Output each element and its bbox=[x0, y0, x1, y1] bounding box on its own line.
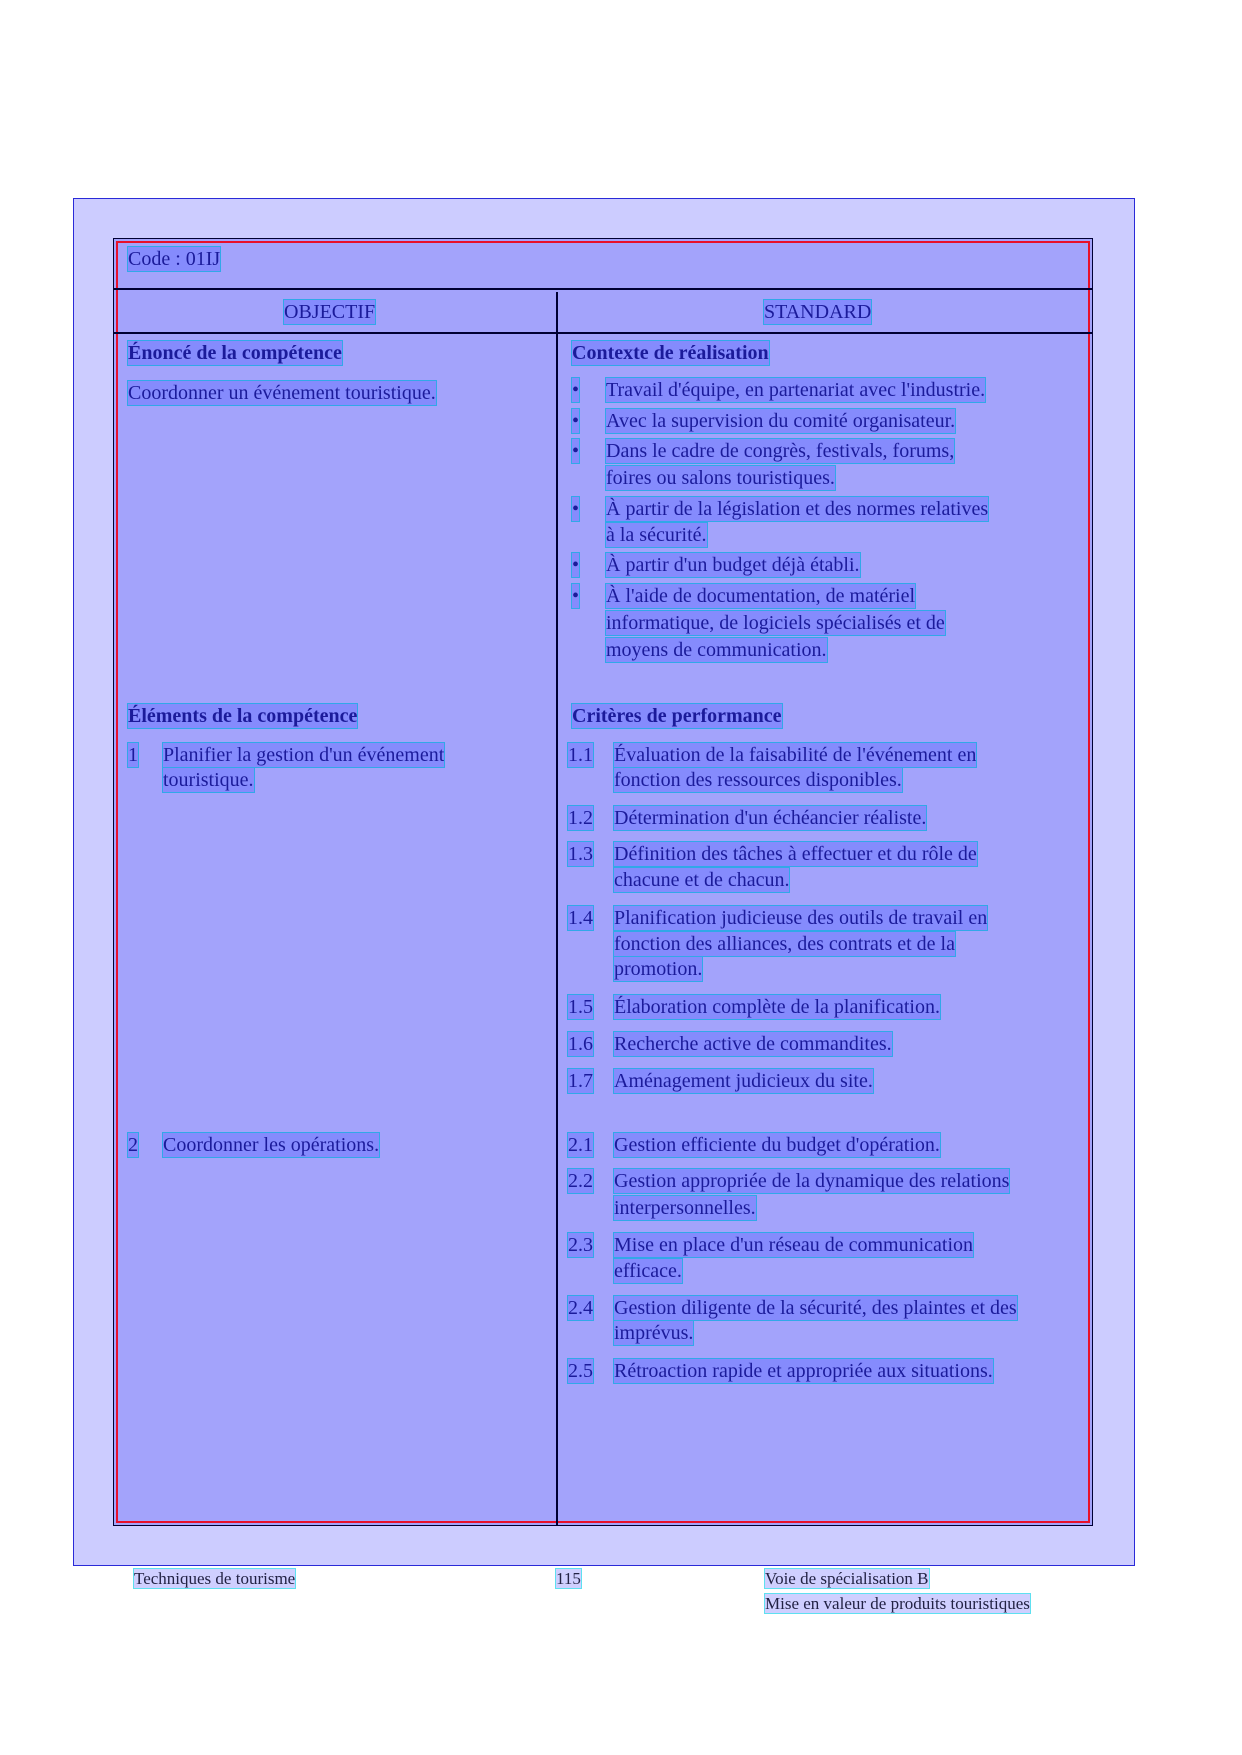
critere-number: 2.4 bbox=[568, 1297, 593, 1319]
bullet-icon: • bbox=[572, 554, 580, 576]
enonce-text: Coordonner un événement touristique. bbox=[128, 382, 436, 404]
footer-specialisation: Voie de spécialisation B bbox=[765, 1569, 929, 1588]
critere-number: 1.3 bbox=[568, 843, 593, 865]
contexte-item-3-line1: Dans le cadre de congrès, festivals, forums, bbox=[606, 440, 955, 462]
critere-number: 2.5 bbox=[568, 1360, 593, 1382]
critere-number: 1.1 bbox=[568, 744, 593, 766]
criteres-title: Critères de performance bbox=[572, 705, 782, 727]
critere-number: 1.4 bbox=[568, 907, 593, 929]
critere-1-3-line1: Définition des tâches à effectuer et du rôle de bbox=[614, 843, 977, 865]
bullet-icon: • bbox=[572, 440, 580, 462]
code-label: Code : 01IJ bbox=[128, 248, 221, 270]
critere-number: 1.2 bbox=[568, 807, 593, 829]
critere-number: 1.7 bbox=[568, 1070, 593, 1092]
bullet-icon: • bbox=[572, 379, 580, 401]
header-divider-bottom bbox=[113, 332, 1093, 334]
critere-2-2-line2: interpersonnelles. bbox=[614, 1197, 756, 1219]
bullet-icon: • bbox=[572, 498, 580, 520]
critere-1-4-line2: fonction des alliances, des contrats et de la bbox=[614, 933, 955, 955]
element-number: 2 bbox=[128, 1134, 138, 1156]
contexte-item-5: À partir d'un budget déjà établi. bbox=[606, 554, 860, 576]
contexte-item-4-line1: À partir de la législation et des normes relatives bbox=[606, 498, 989, 520]
critere-number: 2.3 bbox=[568, 1234, 593, 1256]
header-objectif: OBJECTIF bbox=[284, 301, 376, 323]
element-2-line1: Coordonner les opérations. bbox=[163, 1134, 380, 1156]
critere-1-4-line1: Planification judicieuse des outils de travail en bbox=[614, 907, 988, 929]
critere-number: 1.6 bbox=[568, 1033, 593, 1055]
critere-number: 2.1 bbox=[568, 1134, 593, 1156]
critere-2-3-line2: efficace. bbox=[614, 1260, 682, 1282]
critere-1-7-line1: Aménagement judicieux du site. bbox=[614, 1070, 873, 1092]
bullet-icon: • bbox=[572, 410, 580, 432]
element-1-line1: Planifier la gestion d'un événement bbox=[163, 744, 445, 766]
contexte-item-6-line2: informatique, de logiciels spécialisés et de bbox=[606, 612, 945, 634]
critere-number: 1.5 bbox=[568, 996, 593, 1018]
enonce-title: Énoncé de la compétence bbox=[128, 342, 342, 364]
critere-number: 2.2 bbox=[568, 1170, 593, 1192]
critere-1-2-line1: Détermination d'un échéancier réaliste. bbox=[614, 807, 927, 829]
footer-product: Mise en valeur de produits touristiques bbox=[765, 1594, 1030, 1613]
critere-2-4-line2: imprévus. bbox=[614, 1322, 694, 1344]
header-standard: STANDARD bbox=[764, 301, 872, 323]
critere-1-4-line3: promotion. bbox=[614, 958, 703, 980]
bullet-icon: • bbox=[572, 585, 580, 607]
critere-2-3-line1: Mise en place d'un réseau de communication bbox=[614, 1234, 974, 1256]
critere-1-5-line1: Élaboration complète de la planification. bbox=[614, 996, 940, 1018]
critere-1-1-line1: Évaluation de la faisabilité de l'événement en bbox=[614, 744, 977, 766]
contexte-item-1: Travail d'équipe, en partenariat avec l'industrie. bbox=[606, 379, 986, 401]
element-number: 1 bbox=[128, 744, 138, 766]
critere-1-1-line2: fonction des ressources disponibles. bbox=[614, 769, 902, 791]
critere-2-2-line1: Gestion appropriée de la dynamique des relations bbox=[614, 1170, 1010, 1192]
contexte-item-2: Avec la supervision du comité organisateur. bbox=[606, 410, 956, 432]
contexte-item-4-line2: à la sécurité. bbox=[606, 524, 707, 546]
elements-title: Éléments de la compétence bbox=[128, 705, 358, 727]
contexte-item-3-line2: foires ou salons touristiques. bbox=[606, 467, 835, 489]
critere-1-3-line2: chacune et de chacun. bbox=[614, 869, 790, 891]
column-divider bbox=[556, 292, 558, 1526]
critere-2-1-line1: Gestion efficiente du budget d'opération. bbox=[614, 1134, 940, 1156]
contexte-item-6-line3: moyens de communication. bbox=[606, 639, 827, 661]
critere-1-6-line1: Recherche active de commandites. bbox=[614, 1033, 892, 1055]
footer-program: Techniques de tourisme bbox=[134, 1569, 296, 1588]
critere-2-4-line1: Gestion diligente de la sécurité, des plaintes et des bbox=[614, 1297, 1017, 1319]
contexte-title: Contexte de réalisation bbox=[572, 342, 769, 364]
critere-2-5-line1: Rétroaction rapide et appropriée aux situations. bbox=[614, 1360, 993, 1382]
footer-page-number: 115 bbox=[556, 1569, 581, 1588]
header-divider-top bbox=[113, 288, 1093, 290]
contexte-item-6-line1: À l'aide de documentation, de matériel bbox=[606, 585, 916, 607]
element-1-line2: touristique. bbox=[163, 769, 254, 791]
